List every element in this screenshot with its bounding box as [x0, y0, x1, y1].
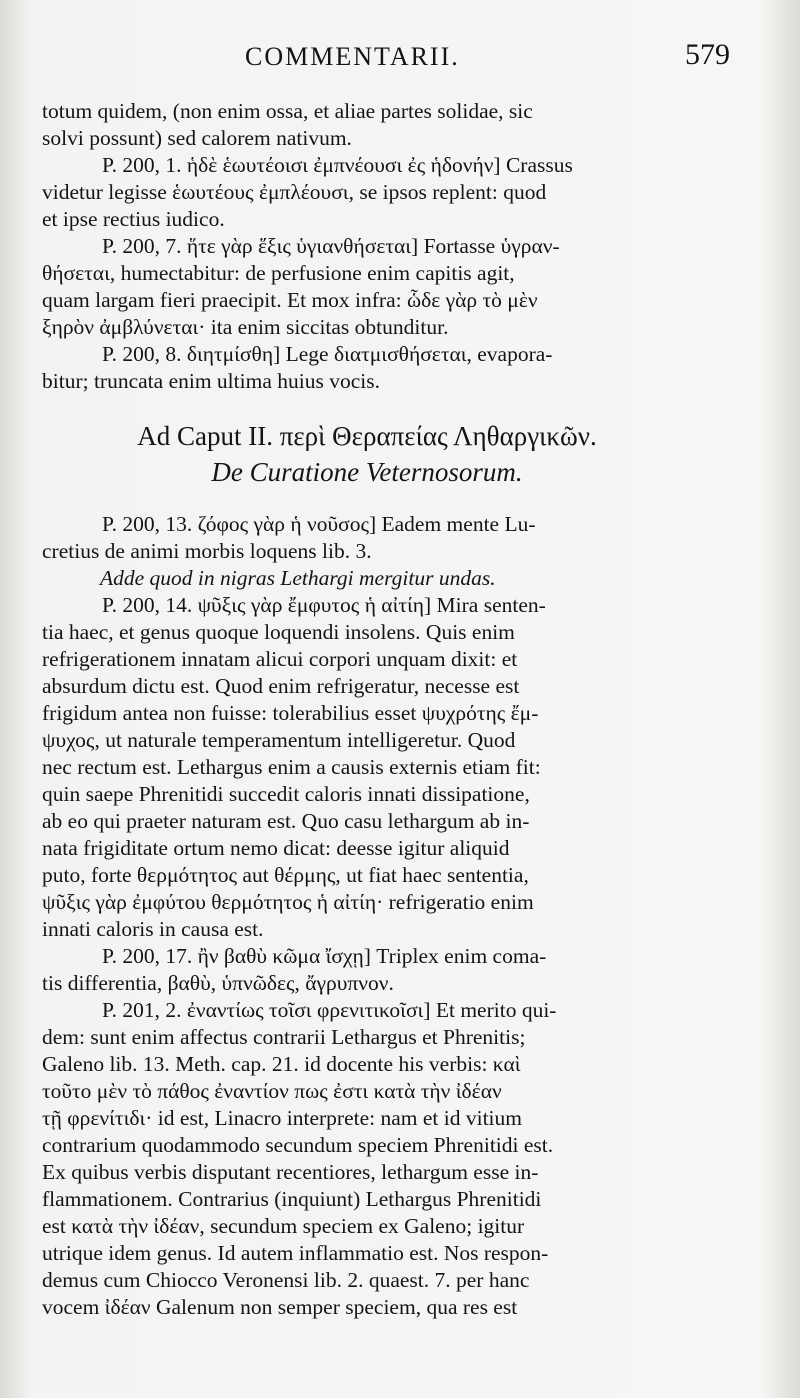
- paragraph-note-200-14: [42, 592, 692, 943]
- page-body: [42, 98, 692, 1321]
- text-line: solvi possunt) sed calorem nativum.: [42, 126, 352, 150]
- paragraph-note-200-8: [42, 341, 692, 395]
- text-line: innati caloris in causa est.: [42, 917, 264, 941]
- text-line: Galeno lib. 13. Meth. cap. 21. id docente his verbis: καὶ: [42, 1052, 521, 1076]
- text-line: videtur legisse ἑωυτέους ἐμπλέουσι, se ipsos replent: quod: [42, 180, 547, 204]
- text-line: nec rectum est. Lethargus enim a causis externis etiam fit:: [42, 755, 541, 779]
- text-line: refrigerationem innatam alicui corpori unquam dixit: et: [42, 647, 518, 671]
- text-line: Ex quibus verbis disputant recentiores, lethargum esse in-: [42, 1160, 539, 1184]
- text-line: utrique idem genus. Id autem inflammatio est. Nos respon-: [42, 1241, 549, 1265]
- text-line: quam largam fieri praecipit. Et mox infra: ὧδε γὰρ τὸ μὲν: [42, 288, 538, 312]
- section-subheading: De Curatione Veternosorum.: [211, 457, 523, 487]
- text-line: ab eo qui praeter naturam est. Quo casu lethargum ab in-: [42, 809, 530, 833]
- text-line: demus cum Chiocco Veronensi lib. 2. quaest. 7. per hanc: [42, 1268, 530, 1292]
- text-line: frigidum antea non fuisse: tolerabilius esset ψυχρότης ἔμ-: [42, 701, 539, 725]
- text-line: ψυχος, ut naturale temperamentum intelligeretur. Quod: [42, 728, 516, 752]
- section-heading: Ad Caput II. περὶ Θεραπείας Ληθαργικῶν.: [137, 421, 597, 451]
- text-line: τοῦτο μὲν τὸ πάθος ἐναντίον πως ἐστι κατὰ τὴν ἰδέαν: [42, 1079, 502, 1103]
- text-line: flammationem. Contrarius (inquiunt) Lethargus Phrenitidi: [42, 1187, 542, 1211]
- text-line: P. 200, 7. ἥτε γὰρ ἕξις ὑγιανθήσεται] Fortasse ὑγραν-: [102, 234, 560, 258]
- paragraph-note-200-13: [42, 511, 692, 592]
- paragraph-continuation: [42, 98, 692, 152]
- text-line: P. 200, 17. ἢν βαθὺ κῶμα ἴσχῃ] Triplex enim coma-: [102, 944, 547, 968]
- text-line: ξηρὸν ἀμβλύνεται· ita enim siccitas obtunditur.: [42, 315, 449, 339]
- text-line: P. 200, 13. ζόφος γὰρ ἡ νοῦσος] Eadem mente Lu-: [102, 512, 536, 536]
- text-line: puto, forte θερμότητος aut θέρμης, ut fiat haec sententia,: [42, 863, 529, 887]
- text-line: τῇ φρενίτιδι· id est, Linacro interprete: nam et id vitium: [42, 1106, 523, 1130]
- text-line: et ipse rectius iudico.: [42, 207, 225, 231]
- text-line: ψῦξις γὰρ ἐμφύτου θερμότητος ἡ αἰτίη· refrigeratio enim: [42, 890, 534, 914]
- text-line: θήσεται, humectabitur: de perfusione enim capitis agit,: [42, 261, 515, 285]
- paragraph-note-200-7: [42, 233, 692, 341]
- text-line: quin saepe Phrenitidi succedit caloris innati dissipatione,: [42, 782, 530, 806]
- text-line: est κατὰ τὴν ἰδέαν, secundum speciem ex Galeno; igitur: [42, 1214, 525, 1238]
- text-line: P. 201, 2. ἐναντίως τοῖσι φρενιτικοῖσι] Et merito qui-: [102, 998, 557, 1022]
- paragraph-note-200-1: [42, 152, 692, 233]
- paragraph-note-200-17: [42, 943, 692, 997]
- text-line: contrarium quodammodo secundum speciem Phrenitidi est.: [42, 1133, 554, 1157]
- text-line: totum quidem, (non enim ossa, et aliae partes solidae, sic: [42, 99, 533, 123]
- paragraph-note-201-2: [42, 997, 692, 1321]
- text-line: P. 200, 14. ψῦξις γὰρ ἔμφυτος ἡ αἰτίη] Mira senten-: [102, 593, 546, 617]
- text-line: P. 200, 1. ἡδὲ ἑωυτέοισι ἐμπνέουσι ἐς ἡδονήν] Crassus: [102, 153, 573, 177]
- text-line: vocem ἰδέαν Galenum non semper speciem, qua res est: [42, 1295, 518, 1319]
- text-line: P. 200, 8. διητμίσθη] Lege διατμισθήσεται, evapora-: [102, 342, 553, 366]
- text-line: absurdum dictu est. Quod enim refrigeratur, necesse est: [42, 674, 520, 698]
- text-line: nata frigiditate ortum nemo dicat: deesse igitur aliquid: [42, 836, 510, 860]
- verse-quotation: Adde quod in nigras Lethargi mergitur undas.: [100, 566, 496, 590]
- text-line: dem: sunt enim affectus contrarii Lethargus et Phrenitis;: [42, 1025, 526, 1049]
- text-line: cretius de animi morbis loquens lib. 3.: [42, 539, 372, 563]
- text-line: bitur; truncata enim ultima huius vocis.: [42, 369, 380, 393]
- text-line: tis differentia, βαθὺ, ὑπνῶδες, ἄγρυπνον.: [42, 971, 394, 995]
- page-number: 579: [685, 38, 730, 71]
- running-title: COMMENTARII.: [245, 42, 460, 71]
- page-header: [40, 38, 730, 82]
- text-line: tia haec, et genus quoque loquendi insolens. Quis enim: [42, 620, 515, 644]
